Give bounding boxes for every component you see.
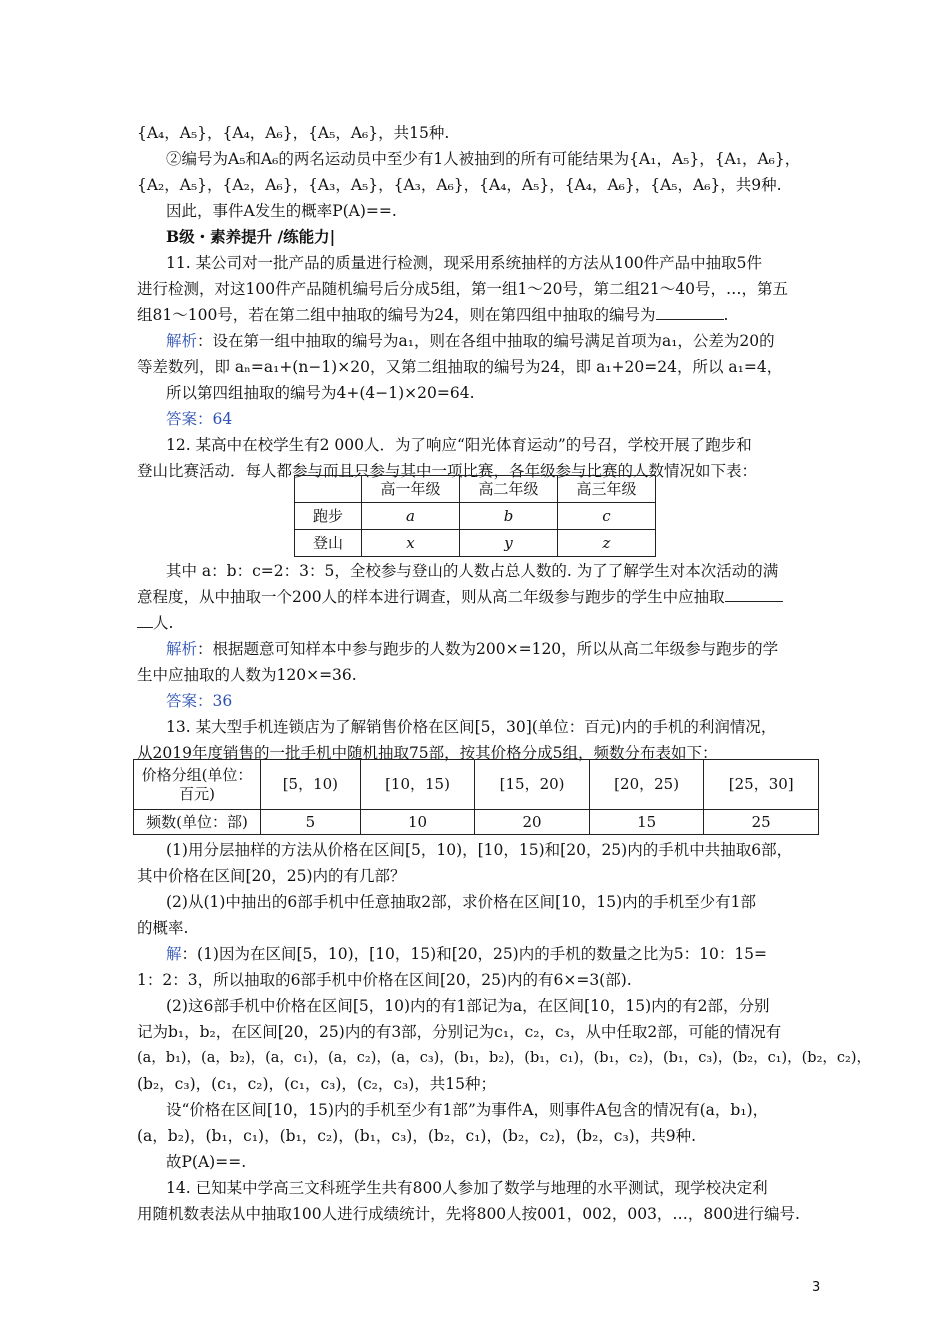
table-header: [25，30] [704, 760, 819, 810]
table-cell: 20 [475, 810, 590, 835]
table-cell: 25 [704, 810, 819, 835]
text-line: 其中价格在区间[20，25)内的有几部？ [137, 867, 406, 885]
table-header: [20，25) [589, 760, 704, 810]
table-cell: y [460, 530, 558, 557]
frequency-table [133, 759, 819, 835]
solution-line: 解：(1)因为在区间[5，10)，[10，15)和[20，25)内的手机的数量之比为5：10：15= [166, 945, 768, 963]
answer-line: 答案：64 [166, 410, 233, 428]
text-line: (1)用分层抽样的方法从价格在区间[5，10)，[10，15)和[20，25)内的手机中共抽取6部， [166, 841, 793, 859]
table-header: 高三年级 [558, 476, 656, 503]
text-line: (2)从(1)中抽出的6部手机中任意抽取2部，求价格在区间[10，15)内的手机至少有1部 [166, 893, 757, 911]
text-line: 记为b₁，b₂，在区间[20，25)内的有3部，分别记为c₁，c₂，c₃，从中任取2部，可能的情况有 [137, 1023, 782, 1041]
text-line: {A₄，A₅}，{A₄，A₆}，{A₅，A₆}，共15种. [137, 124, 450, 142]
text-line: (2)这6部手机中价格在区间[5，10)内的有1部记为a，在区间[10，15)内的有2部，分别 [166, 997, 770, 1015]
table-cell: 10 [360, 810, 475, 835]
question-11: 11. 某公司对一批产品的质量进行检测，现采用系统抽样的方法从100件产品中抽取5件 [166, 254, 763, 272]
table-cell: 登山 [295, 530, 362, 557]
text-line: 生中应抽取的人数为120×=36. [137, 666, 357, 684]
text-line: 其中 a：b：c=2：3：5，全校参与登山的人数占总人数的. 为了了解学生对本次活动的满 [166, 562, 779, 580]
solution-line: 解析：设在第一组中抽取的编号为a₁，则在各组中抽取的编号满足首项为a₁，公差为20的 [166, 332, 775, 350]
question-13: 13. 某大型手机连锁店为了解销售价格在区间[5，30](单位：百元)内的手机的利润情况， [166, 718, 777, 736]
question-14: 14. 已知某中学高三文科班学生共有800人参加了数学与地理的水平测试，现学校决定利 [166, 1179, 768, 1197]
table-cell: z [558, 530, 656, 557]
page-number: 3 [812, 1280, 821, 1295]
solution-line: 解析：根据题意可知样本中参与跑步的人数为200×=120，所以从高二年级参与跑步的学 [166, 640, 779, 658]
text-line: 的概率. [137, 919, 189, 937]
question-12: 12. 某高中在校学生有2 000人．为了响应“阳光体育运动”的号召，学校开展了跑步和 [166, 436, 752, 454]
table-header: 价格分组(单位：百元) [134, 760, 261, 810]
table-header: 高二年级 [460, 476, 558, 503]
text-line: 从2019年度销售的一批手机中随机抽取75部，按其价格分成5组，频数分布表如下： [137, 744, 718, 762]
section-heading: B级・素养提升 /练能力| [166, 227, 336, 246]
text-line: 意程度，从中抽取一个200人的样本进行调查，则从高二年级参与跑步的学生中应抽取 [137, 587, 783, 607]
text-line: 用随机数表法从中抽取100人进行成绩统计，先将800人按001，002，003，…，800进行编号. [137, 1205, 800, 1223]
text-line: (a，b₁)，(a，b₂)，(a，c₁)，(a，c₂)，(a，c₃)，(b₁，b₂)，(b₁，c₁)，(b₁，c₂)，(b₁，c₃)，(b₂，c₁)，(b₂，c₂)， [137, 1050, 871, 1066]
answer-blank [656, 305, 724, 320]
text-line: 所以第四组抽取的编号为4+(4−1)×20=64. [166, 384, 475, 402]
table-cell: a [362, 503, 460, 530]
answer-blank [725, 587, 783, 602]
text-line: 登山比赛活动．每人都参与而且只参与其中一项比赛，各年级参与比赛的人数情况如下表： [137, 462, 758, 480]
table-cell: 跑步 [295, 503, 362, 530]
answer-line: 答案：36 [166, 692, 233, 710]
participation-table [294, 475, 656, 557]
table-cell: c [558, 503, 656, 530]
text-line: (a，b₂)，(b₁，c₁)，(b₁，c₂)，(b₁，c₃)，(b₂，c₁)，(b₂，c₂)，(b₂，c₃)，共9种. [137, 1127, 697, 1145]
solution-label: 解析 [166, 332, 198, 350]
text-line: 设“价格在区间[10，15)内的手机至少有1部”为事件A，则事件A包含的情况有(a，b₁)， [166, 1101, 769, 1119]
table-header: [10，15) [360, 760, 475, 810]
table-header: 高一年级 [362, 476, 460, 503]
solution-label: 解 [166, 945, 182, 963]
table-cell: 5 [261, 810, 361, 835]
table-cell: 频数(单位：部) [134, 810, 261, 835]
text-line: 人. [137, 613, 173, 633]
table-cell [295, 476, 362, 503]
answer-blank [137, 613, 153, 628]
text-line: 故P(A)==. [166, 1153, 247, 1171]
text-line: 等差数列，即 aₙ=a₁+(n−1)×20，又第二组抽取的编号为24，即 a₁+20=24，所以 a₁=4， [137, 358, 783, 376]
table-cell: 15 [589, 810, 704, 835]
table-header: [15，20) [475, 760, 590, 810]
text-line: (b₂，c₃)，(c₁，c₂)，(c₁，c₃)，(c₂，c₃)，共15种； [137, 1075, 496, 1093]
table-cell: x [362, 530, 460, 557]
text-line: 1：2：3，所以抽取的6部手机中价格在区间[20，25)内的有6×=3(部). [137, 971, 632, 989]
table-header: [5，10) [261, 760, 361, 810]
text-line: ②编号为A₅和A₆的两名运动员中至少有1人被抽到的所有可能结果为{A₁，A₅}，{A₁，A₆}， [166, 150, 801, 168]
text-line: 组81～100号，若在第二组中抽取的编号为24，则在第四组中抽取的编号为 . [137, 306, 729, 324]
text-line: 进行检测，对这100件产品随机编号后分成5组，第一组1～20号，第二组21～40号，…，第五 [137, 280, 788, 298]
text-line: {A₂，A₅}，{A₂，A₆}，{A₃，A₅}，{A₃，A₆}，{A₄，A₅}，{A₄，A₆}，{A₅，A₆}，共9种. [137, 176, 782, 194]
table-cell: b [460, 503, 558, 530]
solution-label: 解析 [166, 640, 198, 658]
text-line: 因此，事件A发生的概率P(A)==. [166, 202, 397, 220]
